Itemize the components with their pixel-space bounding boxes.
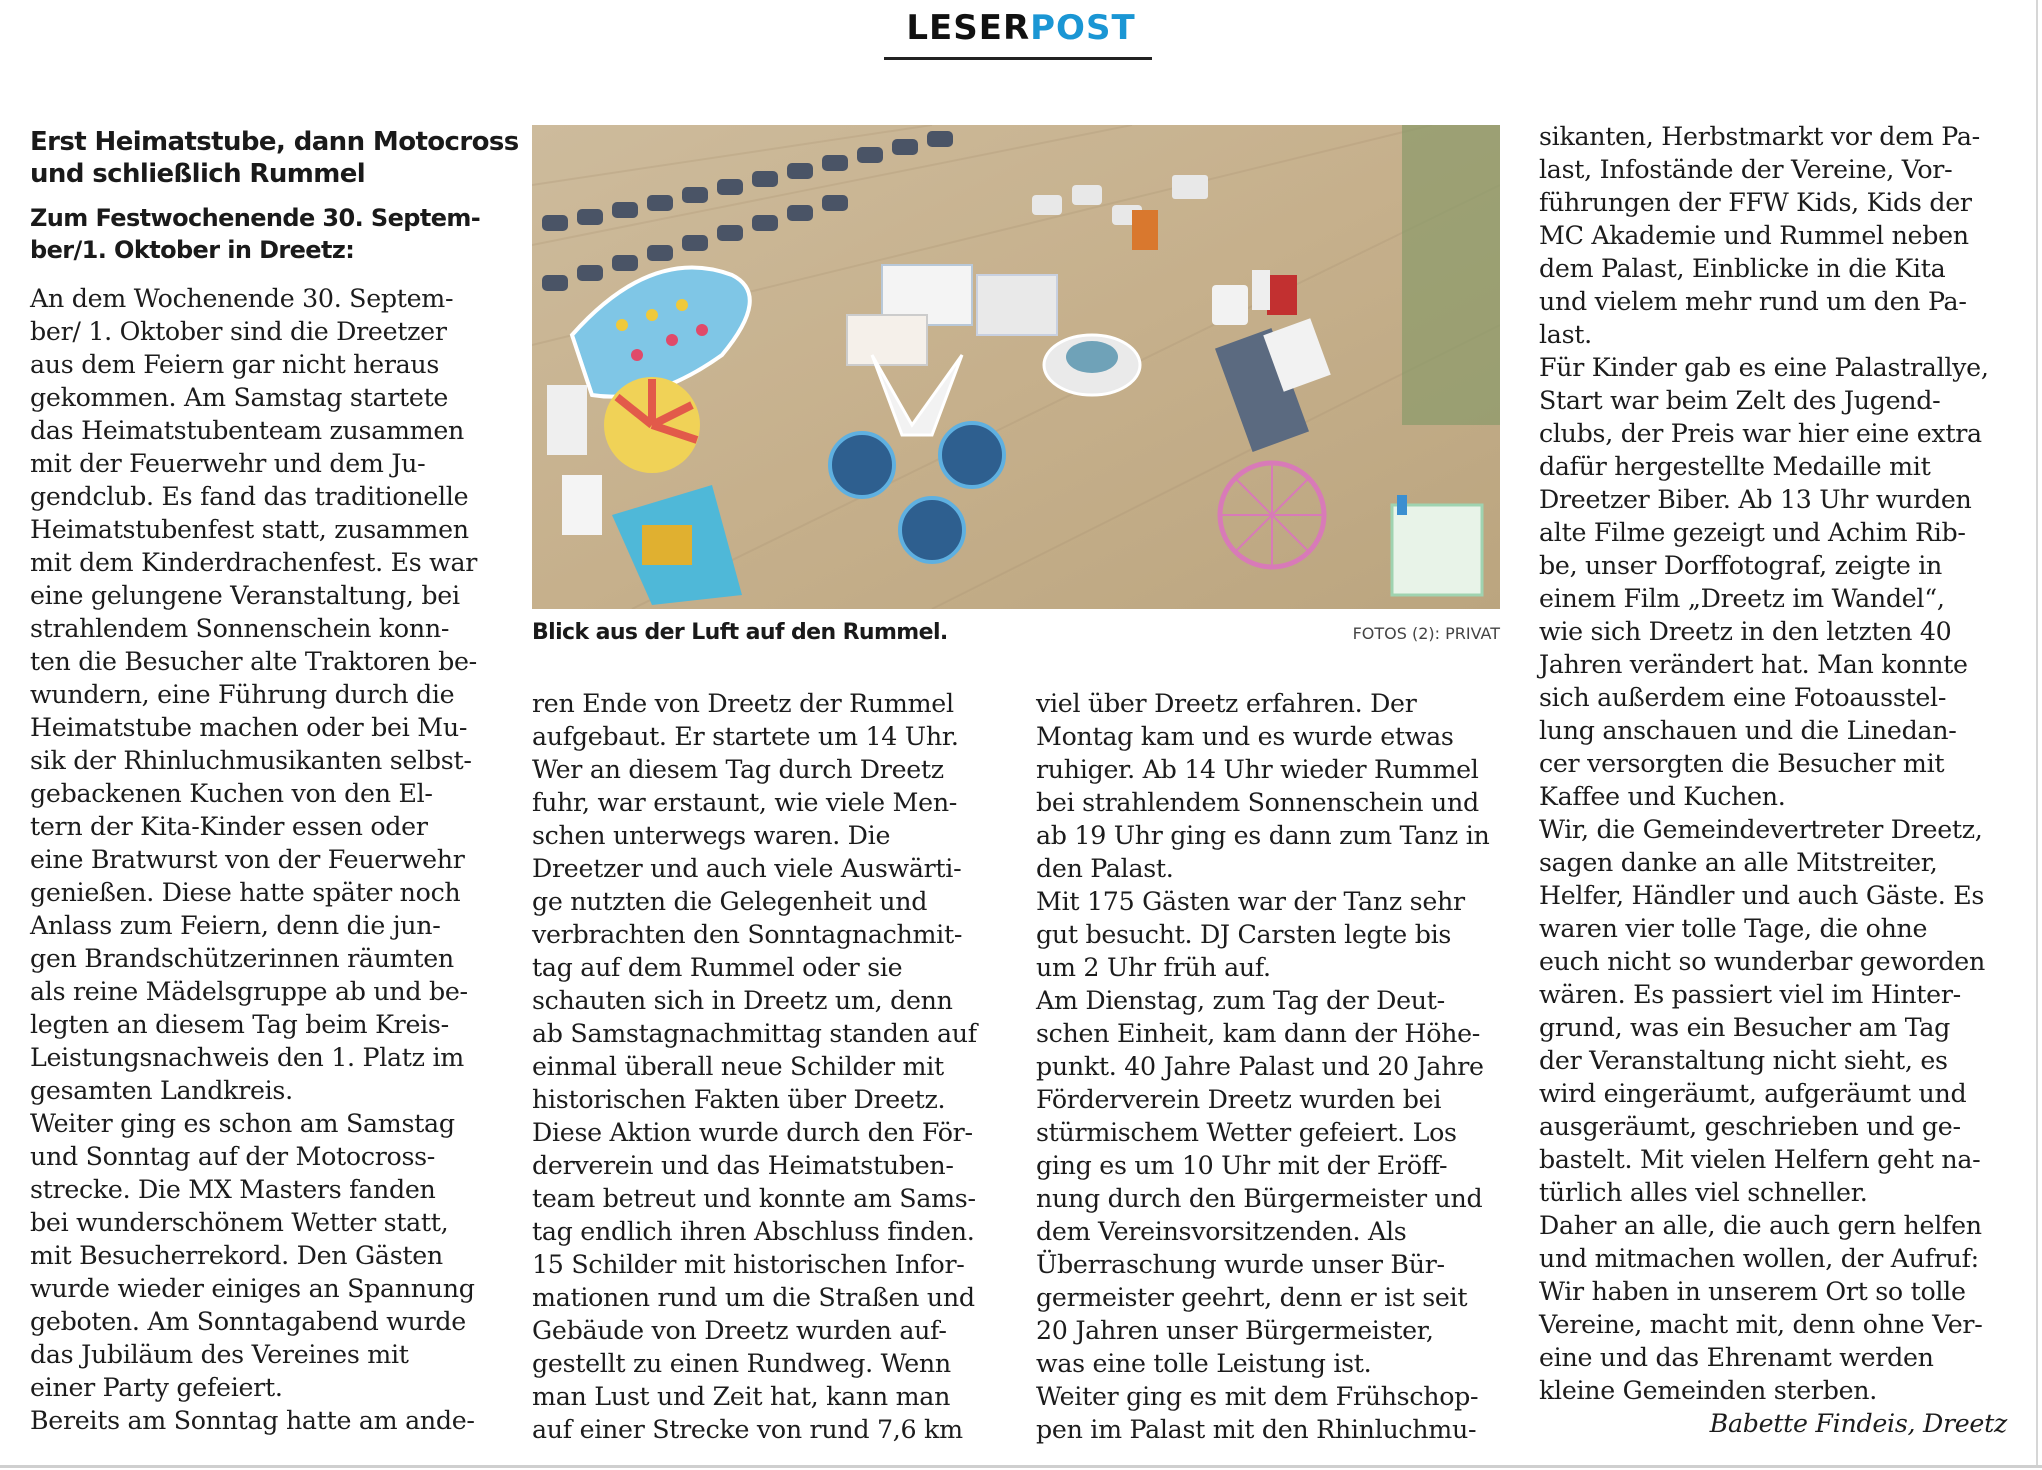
text-line: schen unterwegs waren. Die — [532, 821, 891, 850]
text-line: dafür hergestellte Medaille mit — [1539, 452, 1931, 481]
text-line: sikanten, Herbstmarkt vor dem Pa- — [1539, 122, 1980, 151]
text-line: gut besucht. DJ Carsten legte bis — [1036, 920, 1452, 949]
text-line: kleine Gemeinden sterben. — [1539, 1376, 1878, 1405]
text-line: Jahren verändert hat. Man konnte — [1539, 650, 1968, 679]
text-line: Weiter ging es mit dem Frühschop- — [1036, 1382, 1479, 1411]
text-line: eine und das Ehrenamt werden — [1539, 1343, 1934, 1372]
column-1-body — [30, 282, 519, 1437]
text-line: Leistungsnachweis den 1. Platz im — [30, 1043, 464, 1072]
text-line: Weiter ging es schon am Samstag — [30, 1109, 455, 1138]
section-title — [0, 8, 2042, 48]
text-line: Überraschung wurde unser Bür- — [1036, 1250, 1445, 1279]
text-line: Wir, die Gemeindevertreter Dreetz, — [1539, 815, 1983, 844]
text-line: Wir haben in unserem Ort so tolle — [1539, 1277, 1966, 1306]
article-column-1 — [30, 126, 519, 1437]
text-line: grund, was ein Besucher am Tag — [1539, 1013, 1950, 1042]
text-line: Gebäude von Dreetz wurden auf- — [532, 1316, 947, 1345]
article-subhead — [30, 202, 519, 266]
text-line: aufgebaut. Er startete um 14 Uhr. — [532, 722, 959, 751]
text-line: tern der Kita-Kinder essen oder — [30, 812, 428, 841]
text-line: cer versorgten die Besucher mit — [1539, 749, 1945, 778]
column-4-body — [1539, 120, 2007, 1407]
text-line: mit Besucherrekord. Den Gästen — [30, 1241, 443, 1270]
text-line: team betreut und konnte am Sams- — [532, 1184, 976, 1213]
text-line: euch nicht so wunderbar geworden — [1539, 947, 1985, 976]
photo-credit: FOTOS (2): PRIVAT — [1352, 624, 1500, 643]
text-line: bastelt. Mit vielen Helfern geht na- — [1539, 1145, 1981, 1174]
text-line: ten die Besucher alte Traktoren be- — [30, 647, 477, 676]
text-line: Anlass zum Feiern, denn die jun- — [30, 911, 441, 940]
text-line: als reine Mädelsgruppe ab und be- — [30, 977, 468, 1006]
aerial-fairground-photo — [532, 125, 1500, 609]
text-line: gendclub. Es fand das traditionelle — [30, 482, 469, 511]
text-line: mationen rund um die Straßen und — [532, 1283, 975, 1312]
section-title-part1: LESER — [906, 8, 1031, 48]
text-line: ging es um 10 Uhr mit der Eröff- — [1036, 1151, 1448, 1180]
text-line: Heimatstubenfest statt, zusammen — [30, 515, 469, 544]
photo-caption: Blick aus der Luft auf den Rummel. — [532, 620, 948, 645]
text-line: mit dem Kinderdrachenfest. Es war — [30, 548, 478, 577]
page-border-bottom — [0, 1465, 2042, 1468]
headline-line: und schließlich Rummel — [30, 159, 366, 189]
text-line: verbrachten den Sonntagnachmit- — [532, 920, 963, 949]
photo-illustration — [532, 125, 1500, 609]
text-line: ren Ende von Dreetz der Rummel — [532, 689, 954, 718]
text-line: führungen der FFW Kids, Kids der — [1539, 188, 1972, 217]
text-line: ber/ 1. Oktober sind die Dreetzer — [30, 317, 447, 346]
text-line: be, unser Dorffotograf, zeigte in — [1539, 551, 1943, 580]
subhead-line: Zum Festwochenende 30. Septem- — [30, 204, 481, 232]
text-line: Kaffee und Kuchen. — [1539, 782, 1786, 811]
text-line: sagen danke an alle Mitstreiter, — [1539, 848, 1938, 877]
text-line: Montag kam und es wurde etwas — [1036, 722, 1454, 751]
headline-line: Erst Heimatstube, dann Motocross — [30, 127, 519, 157]
text-line: stürmischem Wetter gefeiert. Los — [1036, 1118, 1457, 1147]
text-line: eine Bratwurst von der Feuerwehr — [30, 845, 465, 874]
text-line: Förderverein Dreetz wurden bei — [1036, 1085, 1442, 1114]
text-line: was eine tolle Leistung ist. — [1036, 1349, 1372, 1378]
text-line: last, Infostände der Vereine, Vor- — [1539, 155, 1953, 184]
text-line: MC Akademie und Rummel neben — [1539, 221, 1969, 250]
text-line: Diese Aktion wurde durch den För- — [532, 1118, 973, 1147]
article-headline — [30, 126, 519, 190]
text-line: clubs, der Preis war hier eine extra — [1539, 419, 1982, 448]
text-line: ab Samstagnachmittag standen auf — [532, 1019, 977, 1048]
text-line: Für Kinder gab es eine Palastrallye, — [1539, 353, 1989, 382]
text-line: bei strahlendem Sonnenschein und — [1036, 788, 1479, 817]
text-line: dem Palast, Einblicke in die Kita — [1539, 254, 1946, 283]
text-line: ge nutzten die Gelegenheit und — [532, 887, 928, 916]
text-line: viel über Dreetz erfahren. Der — [1036, 689, 1417, 718]
text-line: pen im Palast mit den Rhinluchmu- — [1036, 1415, 1477, 1444]
text-line: auf einer Strecke von rund 7,6 km — [532, 1415, 963, 1444]
text-line: aus dem Feiern gar nicht heraus — [30, 350, 440, 379]
text-line: alte Filme gezeigt und Achim Rib- — [1539, 518, 1966, 547]
text-line: 15 Schilder mit historischen Infor- — [532, 1250, 965, 1279]
section-title-part2: POST — [1030, 8, 1136, 48]
text-line: ausgeräumt, geschrieben und ge- — [1539, 1112, 1961, 1141]
article-column-2 — [532, 687, 977, 1446]
text-line: wie sich Dreetz in den letzten 40 — [1539, 617, 1952, 646]
text-line: punkt. 40 Jahre Palast und 20 Jahre — [1036, 1052, 1484, 1081]
text-line: derverein und das Heimatstuben- — [532, 1151, 954, 1180]
text-line: gesamten Landkreis. — [30, 1076, 293, 1105]
text-line: eine gelungene Veranstaltung, bei — [30, 581, 460, 610]
text-line: und Sonntag auf der Motocross- — [30, 1142, 436, 1171]
text-line: An dem Wochenende 30. Septem- — [30, 284, 454, 313]
text-line: tag auf dem Rummel oder sie — [532, 953, 903, 982]
text-line: lung anschauen und die Linedan- — [1539, 716, 1957, 745]
text-line: einem Film „Dreetz im Wandel“, — [1539, 584, 1945, 613]
text-line: wundern, eine Führung durch die — [30, 680, 455, 709]
text-line: und mitmachen wollen, der Aufruf: — [1539, 1244, 1979, 1273]
title-underline — [884, 57, 1152, 60]
author-signature: Babette Findeis, Dreetz — [1709, 1409, 2007, 1438]
text-line: sik der Rhinluchmusikanten selbst- — [30, 746, 472, 775]
photo-caption-row — [532, 620, 1500, 650]
text-line: legten an diesem Tag beim Kreis- — [30, 1010, 449, 1039]
text-line: einmal überall neue Schilder mit — [532, 1052, 944, 1081]
text-line: nung durch den Bürgermeister und — [1036, 1184, 1483, 1213]
text-line: Dreetzer und auch viele Auswärti- — [532, 854, 962, 883]
page-border-right — [2036, 0, 2038, 1468]
text-line: mit der Feuerwehr und dem Ju- — [30, 449, 426, 478]
text-line: wären. Es passiert viel im Hinter- — [1539, 980, 1961, 1009]
text-line: Daher an alle, die auch gern helfen — [1539, 1211, 1982, 1240]
article-column-3 — [1036, 687, 1489, 1446]
text-line: Start war beim Zelt des Jugend- — [1539, 386, 1941, 415]
text-line: das Jubiläum des Vereines mit — [30, 1340, 409, 1369]
text-line: gen Brandschützerinnen räumten — [30, 944, 454, 973]
text-line: ruhiger. Ab 14 Uhr wieder Rummel — [1036, 755, 1479, 784]
text-line: strahlendem Sonnenschein konn- — [30, 614, 450, 643]
text-line: und vielem mehr rund um den Pa- — [1539, 287, 1967, 316]
text-line: Wer an diesem Tag durch Dreetz — [532, 755, 944, 784]
text-line: gekommen. Am Samstag startete — [30, 383, 449, 412]
text-line: Helfer, Händler und auch Gäste. Es — [1539, 881, 1985, 910]
text-line: schauten sich in Dreetz um, denn — [532, 986, 953, 1015]
text-line: strecke. Die MX Masters fanden — [30, 1175, 436, 1204]
text-line: Mit 175 Gästen war der Tanz sehr — [1036, 887, 1465, 916]
text-line: tag endlich ihren Abschluss finden. — [532, 1217, 975, 1246]
text-line: das Heimatstubenteam zusammen — [30, 416, 465, 445]
text-line: germeister geehrt, denn er ist seit — [1036, 1283, 1468, 1312]
text-line: gestellt zu einen Rundweg. Wenn — [532, 1349, 951, 1378]
text-line: genießen. Diese hatte später noch — [30, 878, 461, 907]
text-line: wird eingeräumt, aufgeräumt und — [1539, 1079, 1967, 1108]
article-column-4 — [1539, 120, 2007, 1440]
text-line: um 2 Uhr früh auf. — [1036, 953, 1271, 982]
text-line: wurde wieder einiges an Spannung — [30, 1274, 475, 1303]
text-line: Bereits am Sonntag hatte am ande- — [30, 1406, 475, 1435]
text-line: Am Dienstag, zum Tag der Deut- — [1036, 986, 1445, 1015]
text-line: dem Vereinsvorsitzenden. Als — [1036, 1217, 1407, 1246]
text-line: last. — [1539, 320, 1592, 349]
text-line: einer Party gefeiert. — [30, 1373, 283, 1402]
text-line: Heimatstube machen oder bei Mu- — [30, 713, 468, 742]
text-line: 20 Jahren unser Bürgermeister, — [1036, 1316, 1434, 1345]
subhead-line: ber/1. Oktober in Dreetz: — [30, 236, 355, 264]
text-line: waren vier tolle Tage, die ohne — [1539, 914, 1928, 943]
text-line: Dreetzer Biber. Ab 13 Uhr wurden — [1539, 485, 1972, 514]
text-line: historischen Fakten über Dreetz. — [532, 1085, 946, 1114]
text-line: schen Einheit, kam dann der Höhe- — [1036, 1019, 1481, 1048]
text-line: man Lust und Zeit hat, kann man — [532, 1382, 951, 1411]
text-line: bei wunderschönem Wetter statt, — [30, 1208, 449, 1237]
text-line: geboten. Am Sonntagabend wurde — [30, 1307, 466, 1336]
text-line: Vereine, macht mit, denn ohne Ver- — [1539, 1310, 1983, 1339]
text-line: fuhr, war erstaunt, wie viele Men- — [532, 788, 958, 817]
text-line: den Palast. — [1036, 854, 1174, 883]
text-line: türlich alles viel schneller. — [1539, 1178, 1868, 1207]
text-line: ab 19 Uhr ging es dann zum Tanz in — [1036, 821, 1490, 850]
text-line: gebackenen Kuchen von den El- — [30, 779, 433, 808]
text-line: sich außerdem eine Fotoausstel- — [1539, 683, 1947, 712]
text-line: der Veranstaltung nicht sieht, es — [1539, 1046, 1948, 1075]
